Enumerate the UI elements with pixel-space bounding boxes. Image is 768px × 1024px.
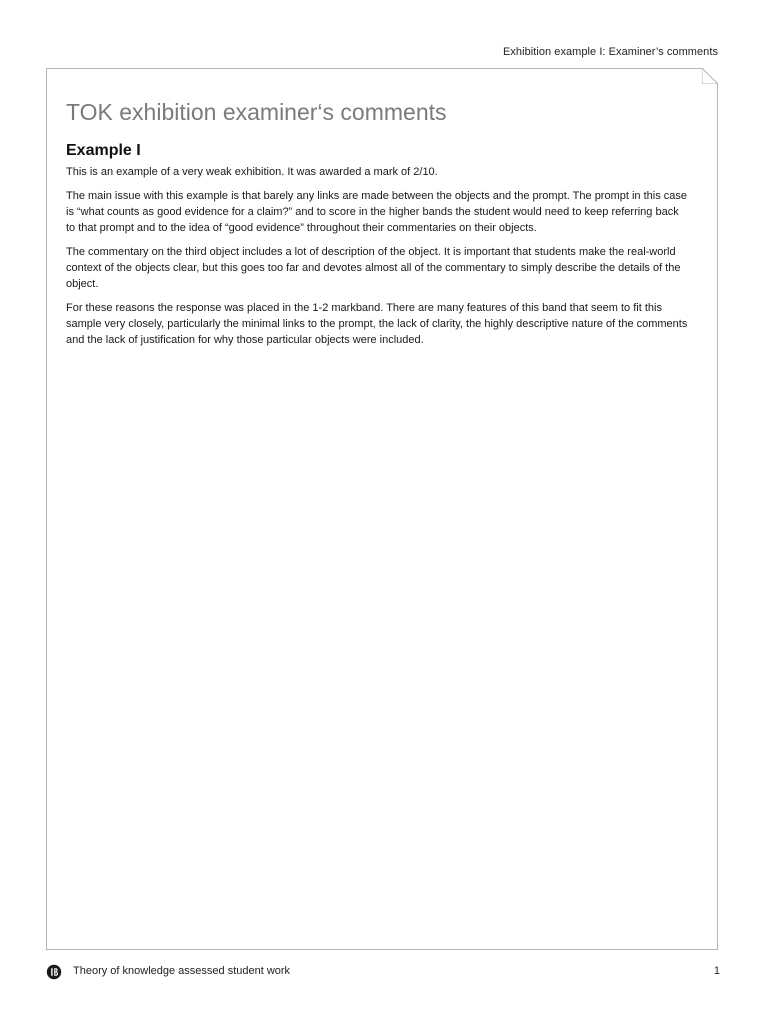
page-footer xyxy=(46,964,720,980)
page-number: 1 xyxy=(713,965,720,977)
page-frame xyxy=(46,68,718,950)
document-content xyxy=(66,99,690,356)
folded-corner-icon xyxy=(702,68,718,84)
paragraph-3: The commentary on the third object includes a lot of description of the object. It is important that students make the real-world context of the objects clear, but this goes too far and devotes almost all of the commentary to simply describe the details of the object. xyxy=(66,245,681,290)
section-heading: Example I xyxy=(66,141,141,159)
paragraph-4: For these reasons the response was placed in the 1-2 markband. There are many features of this band that seem to fit this sample very closely, particularly the minimal links to the prompt, the lack of clarity, the highly descriptive nature of the comments and the lack of justification for why those particular objects were included. xyxy=(66,301,688,346)
running-head: Exhibition example I: Examiner’s comments xyxy=(502,46,718,58)
footer-title: Theory of knowledge assessed student work xyxy=(73,965,291,977)
paragraph-2: The main issue with this example is that barely any links are made between the objects and the prompt. The prompt in this case is “what counts as good evidence for a claim?” and to score in the higher bands the student would need to keep referring back to that prompt and to the idea of “good evidence” throughout their commentaries on their objects. xyxy=(66,189,688,234)
page-title: TOK exhibition examiner‘s comments xyxy=(66,99,447,125)
ib-logo-icon xyxy=(46,964,62,980)
paragraph-1: This is an example of a very weak exhibition. It was awarded a mark of 2/10. xyxy=(66,165,438,178)
